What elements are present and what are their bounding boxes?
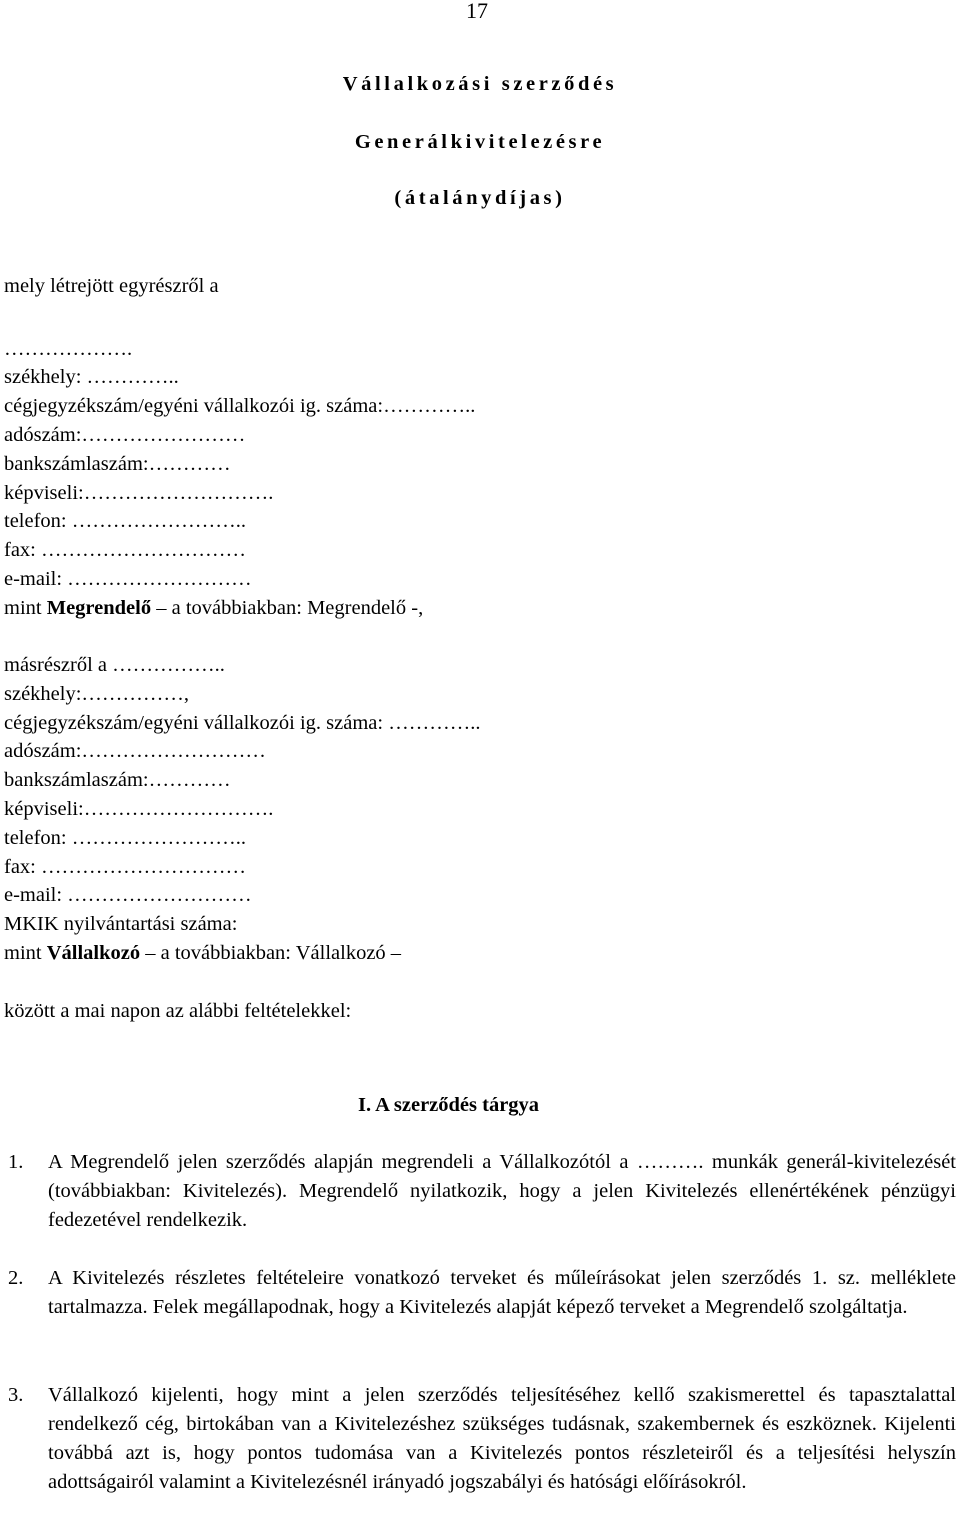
document-title: Vállalkozási szerződés (342, 73, 618, 95)
party1-role-name: Megrendelő (46, 597, 152, 619)
party2-seat: székhely:……………, (4, 683, 190, 705)
numbered-paragraph (8, 1381, 956, 1497)
document-subtitle-price-type: (átalánydíjas) (394, 187, 566, 209)
paragraph-text: Vállalkozó kijelenti, hogy mint a jelen szerződés teljesítéséhez kellő szakismerettel és tapasztalattal rendelkező cég, birtokában van a Kivitelezéshez szükséges tudásnak, szakembernek és eszköznek. Kijelenti továbbá azt is, hogy pontos tudomása van a Kivitelezés pontos részleteiről és a teljesítési helyszín adottságairól valamint a Kivitelezésnél irányadó jogszabályi és hatósági előírásokról. (48, 1384, 956, 1493)
party2-intro: másrészről a …………….. (4, 654, 225, 676)
document-subtitle: Generálkivitelezésre (354, 131, 606, 153)
party1-registration: cégjegyzékszám/egyéni vállalkozói ig. száma:………….. (4, 395, 476, 417)
page-number: 17 (466, 0, 488, 23)
paragraph-number: 3. (8, 1384, 24, 1406)
party2-role-prefix: mint (4, 942, 47, 964)
party2-tax-number: adószám:……………………… (4, 740, 266, 762)
paragraph-text: A Kivitelezés részletes feltételeire vonatkozó terveket és műleírásokat jelen szerződés 1. sz. melléklete tartalmazza. Felek megállapodnak, hogy a Kivitelezés alapját képező terveket a Megrendelő szolgáltatja. (48, 1267, 956, 1318)
party2-role (4, 943, 401, 964)
party1-tax-number: adószám:…………………… (4, 424, 246, 446)
party1-name-blank: ………………. (4, 338, 133, 360)
paragraph-text: A Megrendelő jelen szerződés alapján megrendeli a Vállalkozótól a ………. munkák generál-kivitelezését (továbbiakban: Kivitelezés). Megrendelő nyilatkozik, hogy a jelen Kivitelezés ellenértékének pénzügyi fedezetével rendelkezik. (48, 1151, 956, 1231)
section-heading: I. A szerződés tárgya (358, 1094, 540, 1116)
party1-bank-account: bankszámlaszám:………… (4, 453, 231, 475)
party2-fax: fax: ………………………… (4, 856, 246, 878)
party2-representative: képviseli:………………………. (4, 798, 274, 820)
party1-representative: képviseli:………………………. (4, 482, 274, 504)
party1-role-prefix: mint (4, 597, 47, 619)
party1-phone: telefon: …………………….. (4, 510, 246, 532)
party2-bank-account: bankszámlaszám:………… (4, 769, 231, 791)
party1-fax: fax: ………………………… (4, 539, 246, 561)
party2-role-name: Vállalkozó (46, 942, 141, 964)
paragraph-number: 1. (8, 1151, 24, 1173)
numbered-paragraph (8, 1148, 956, 1235)
party1-email: e-mail: ……………………… (4, 568, 252, 590)
party1-seat: székhely: ………….. (4, 366, 179, 388)
intro-text: mely létrejött egyrészről a (4, 275, 219, 297)
party1-role (4, 598, 423, 619)
party2-email: e-mail: ……………………… (4, 884, 252, 906)
party2-role-suffix: – a továbbiakban: Vállalkozó – (140, 942, 402, 964)
party2-phone: telefon: …………………….. (4, 827, 246, 849)
party2-mkik-number: MKIK nyilvántartási száma: (4, 913, 238, 935)
numbered-paragraph (8, 1264, 956, 1322)
paragraph-number: 2. (8, 1267, 24, 1289)
party2-registration: cégjegyzékszám/egyéni vállalkozói ig. száma: ………….. (4, 712, 481, 734)
party1-role-suffix: – a továbbiakban: Megrendelő -, (151, 597, 424, 619)
conditions-text: között a mai napon az alábbi feltételekkel: (4, 1000, 352, 1022)
